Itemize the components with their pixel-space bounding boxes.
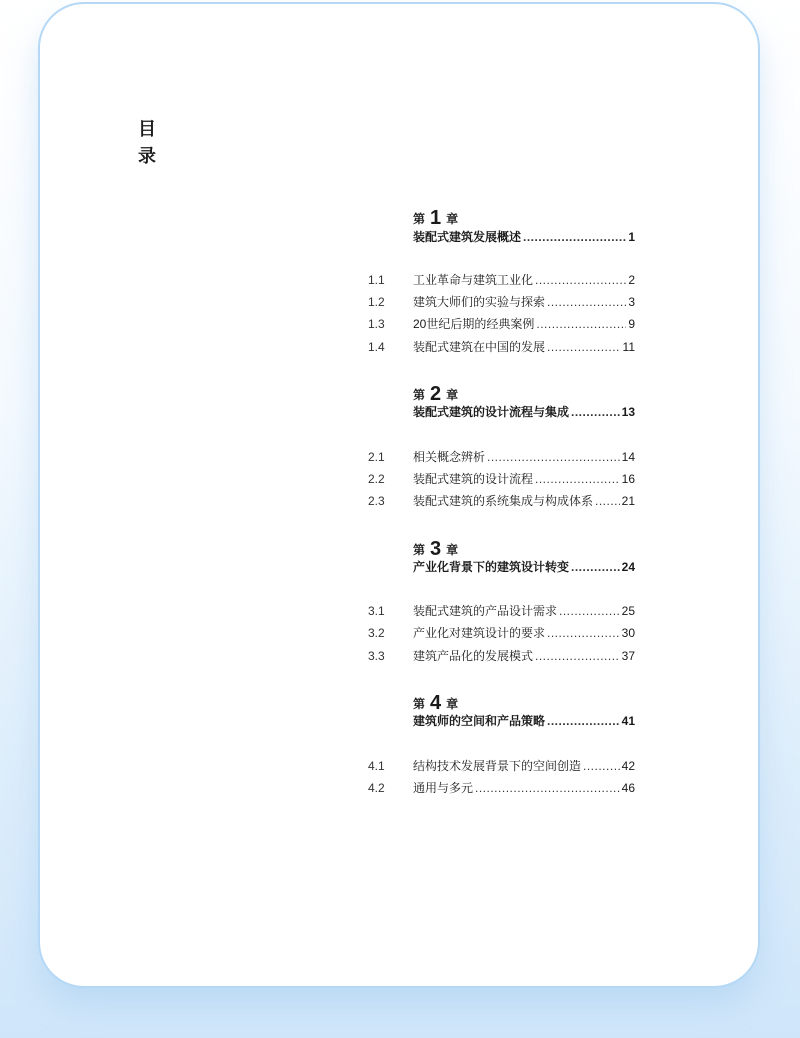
chapter-2-page: 13 <box>621 405 635 419</box>
dot-leader <box>535 648 620 664</box>
section-number: 3.2 <box>368 626 385 640</box>
toc-heading-char-1: 目 <box>138 119 156 139</box>
section-number: 3.1 <box>368 604 385 618</box>
toc-entry-3-2[interactable] <box>368 625 635 641</box>
section-number: 3.3 <box>368 649 385 663</box>
section-page: 9 <box>628 317 635 331</box>
chapter-1-label: 第 1 章 <box>413 207 459 229</box>
toc-entry-3-3[interactable] <box>368 648 635 664</box>
section-page: 21 <box>621 494 635 508</box>
section-number: 1.3 <box>368 317 385 331</box>
dot-leader <box>571 559 620 575</box>
toc-entry-1-4[interactable] <box>368 339 635 355</box>
section-title: 20世纪后期的经典案例 <box>413 317 535 331</box>
section-page: 46 <box>621 781 635 795</box>
chapter-4-title: 建筑师的空间和产品策略 <box>413 714 546 728</box>
toc-entry-2-1[interactable] <box>368 449 635 465</box>
dot-leader <box>535 471 620 487</box>
chapter-3-label: 第 3 章 <box>413 538 459 560</box>
section-title: 工业革命与建筑工业化 <box>413 273 534 287</box>
chapter-4-label: 第 4 章 <box>413 692 459 714</box>
section-title: 装配式建筑在中国的发展 <box>413 340 546 354</box>
dot-leader <box>571 404 620 420</box>
section-page: 16 <box>621 472 635 486</box>
toc-entry-4-1[interactable] <box>368 758 635 774</box>
chapter-1-title: 装配式建筑发展概述 <box>413 230 522 244</box>
toc-entry-1-3[interactable] <box>368 316 635 332</box>
section-number: 2.2 <box>368 472 385 486</box>
dot-leader <box>547 625 620 641</box>
section-title: 装配式建筑的系统集成与构成体系 <box>413 494 594 508</box>
toc-heading <box>138 116 158 170</box>
toc-entry-4-2[interactable] <box>368 780 635 796</box>
section-page: 2 <box>628 273 635 287</box>
section-title: 产业化对建筑设计的要求 <box>413 626 546 640</box>
toc-heading-char-2: 录 <box>138 146 156 166</box>
dot-leader <box>535 272 626 288</box>
chapter-4-number: 4 <box>430 692 442 714</box>
toc-entry-2-3[interactable] <box>368 493 635 509</box>
chapter-4-title-entry[interactable] <box>413 713 635 729</box>
section-title: 结构技术发展背景下的空间创造 <box>413 759 582 773</box>
chapter-3-number: 3 <box>430 538 442 560</box>
section-title: 建筑大师们的实验与探索 <box>413 295 546 309</box>
section-title: 相关概念辨析 <box>413 450 486 464</box>
section-title: 装配式建筑的产品设计需求 <box>413 604 558 618</box>
chapter-3-title-entry[interactable] <box>413 559 635 575</box>
toc-entry-1-2[interactable] <box>368 294 635 310</box>
chapter-4-page: 41 <box>621 714 635 728</box>
dot-leader <box>583 758 620 774</box>
dot-leader <box>523 229 626 245</box>
dot-leader <box>475 780 620 796</box>
toc-entry-3-1[interactable] <box>368 603 635 619</box>
section-page: 37 <box>621 649 635 663</box>
section-number: 2.3 <box>368 494 385 508</box>
dot-leader <box>536 316 626 332</box>
section-page: 30 <box>621 626 635 640</box>
chapter-3-page: 24 <box>621 560 635 574</box>
section-title: 装配式建筑的设计流程 <box>413 472 534 486</box>
chapter-1-number: 1 <box>430 207 442 229</box>
section-number: 4.2 <box>368 781 385 795</box>
dot-leader <box>595 493 620 509</box>
section-page: 14 <box>621 450 635 464</box>
chapter-1-title-entry[interactable] <box>413 229 635 245</box>
section-page: 3 <box>628 295 635 309</box>
chapter-3-title: 产业化背景下的建筑设计转变 <box>413 560 570 574</box>
section-number: 4.1 <box>368 759 385 773</box>
chapter-2-label: 第 2 章 <box>413 383 459 405</box>
chapter-1-page: 1 <box>628 230 635 244</box>
section-number: 2.1 <box>368 450 385 464</box>
section-title: 通用与多元 <box>413 781 474 795</box>
section-page: 42 <box>621 759 635 773</box>
section-title: 建筑产品化的发展模式 <box>413 649 534 663</box>
section-number: 1.1 <box>368 273 385 287</box>
chapter-2-number: 2 <box>430 383 442 405</box>
chapter-2-title: 装配式建筑的设计流程与集成 <box>413 405 570 419</box>
section-number: 1.2 <box>368 295 385 309</box>
dot-leader <box>547 339 621 355</box>
chapter-2-title-entry[interactable] <box>413 404 635 420</box>
dot-leader <box>547 294 626 310</box>
toc-entry-1-1[interactable] <box>368 272 635 288</box>
section-page: 11 <box>622 340 635 354</box>
toc-entry-2-2[interactable] <box>368 471 635 487</box>
section-page: 25 <box>621 604 635 618</box>
dot-leader <box>487 449 620 465</box>
dot-leader <box>559 603 620 619</box>
section-number: 1.4 <box>368 340 385 354</box>
dot-leader <box>547 713 620 729</box>
